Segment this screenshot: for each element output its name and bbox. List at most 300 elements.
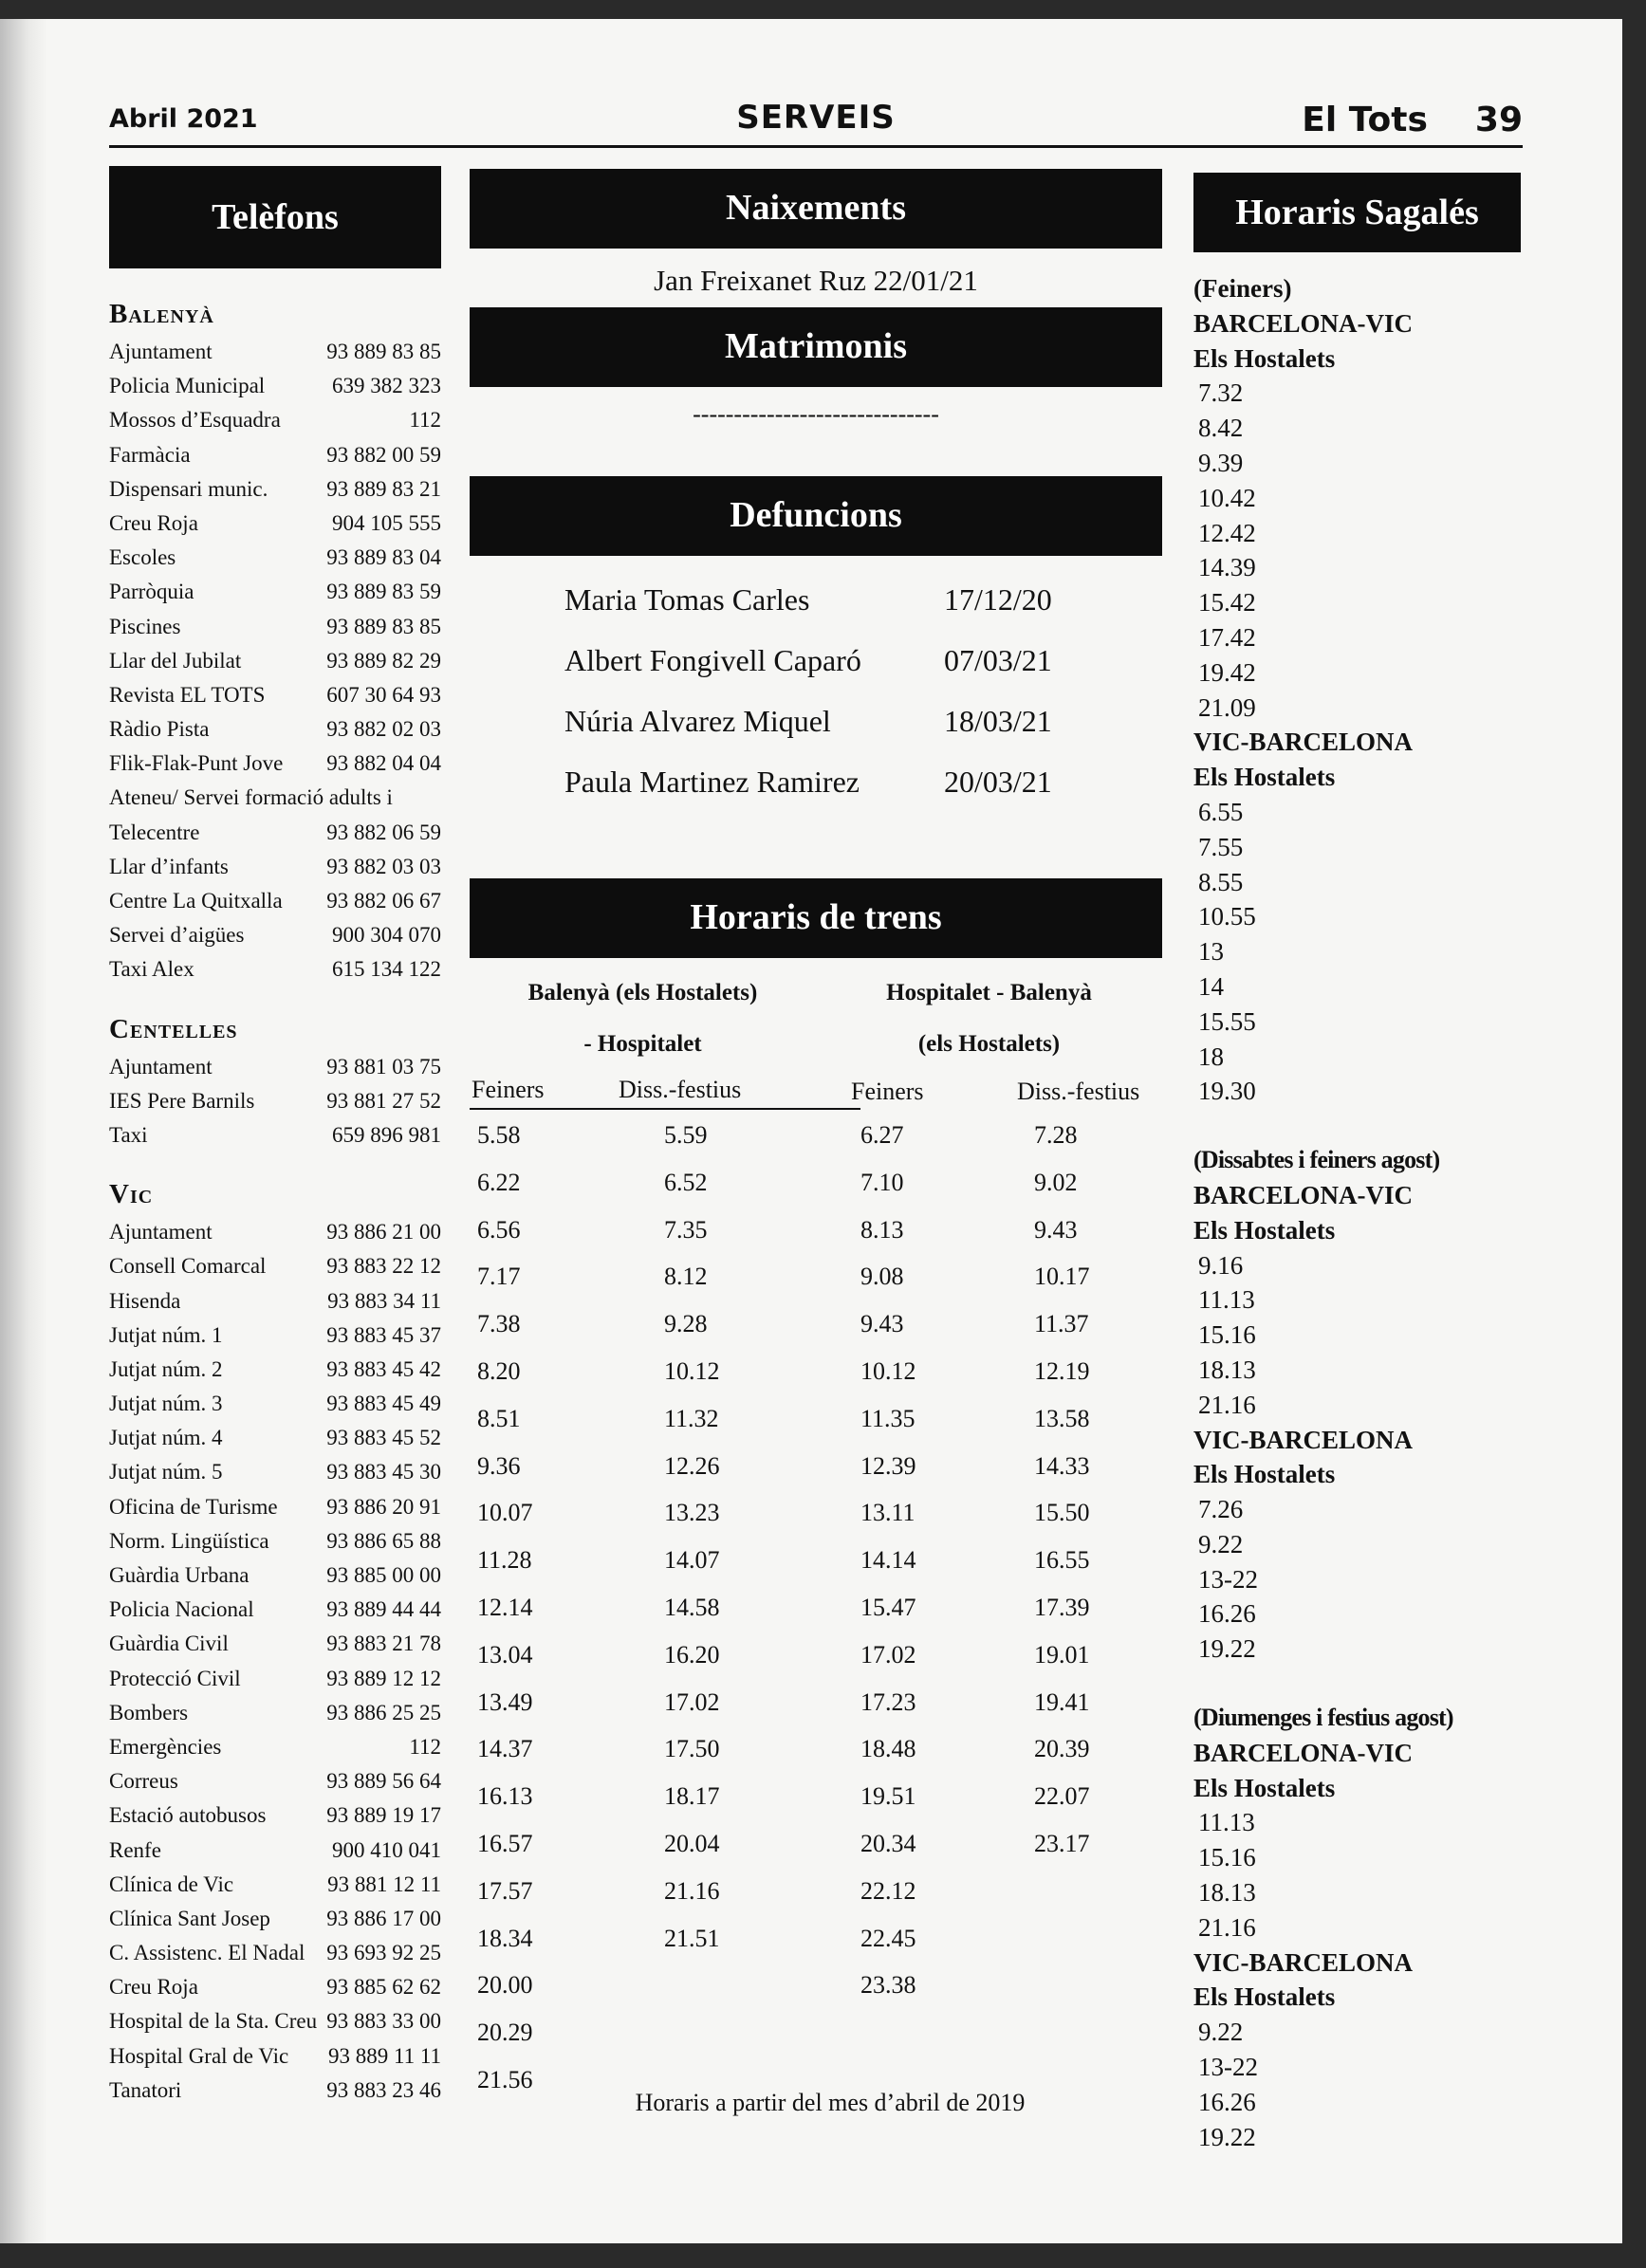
phone-entry [109,1050,441,1084]
train-time-cell: 5.59 [664,1121,708,1149]
phone-entry-name: Farmàcia [109,442,191,467]
train-time-cell: 19.41 [1034,1687,1090,1716]
phone-entry [109,1834,441,1868]
sagales-time: 8.55 [1198,867,1244,896]
train-row [470,1771,1162,1818]
phone-entry-number: 93 886 20 91 [326,1494,441,1519]
sagales-time: 7.32 [1198,378,1244,408]
sagales-time: 17.42 [1198,622,1256,652]
phone-entry-number: 93 885 62 62 [326,1975,441,2000]
train-time-cell: 20.04 [664,1829,720,1857]
phone-entry-number: 93 883 21 78 [326,1632,441,1656]
phone-entry-number: 93 889 83 21 [326,476,441,501]
phone-entry [109,884,441,918]
phone-entry-number: 93 883 45 42 [326,1356,441,1381]
phone-entry-name: Parròquia [109,580,194,604]
naixements-entry: Jan Freixanet Ruz 22/01/21 [654,264,978,297]
sagales-time: 19.22 [1198,1634,1256,1664]
sagales-stop: Els Hostalets [1193,343,1336,373]
train-time-cell: 17.50 [664,1735,720,1763]
sagales-time: 19.22 [1198,2122,1256,2151]
sagales-time: 14.39 [1198,553,1256,582]
train-time-cell: 17.39 [1034,1593,1090,1621]
sagales-title: Horaris Sagalés [1193,173,1521,252]
train-row [470,1393,1162,1441]
phone-entry [109,2074,441,2108]
phone-entry-name: Estació autobusos [109,1803,267,1828]
train-row [470,1346,1162,1393]
phone-entry [109,507,441,541]
phone-entry [109,1696,441,1730]
sagales-stop: Els Hostalets [1193,1460,1336,1489]
phone-entry-name: Consell Comarcal [109,1254,267,1279]
sagales-time: 21.16 [1198,1390,1256,1419]
train-time-cell: 17.02 [664,1687,720,1716]
train-time-cell: 14.07 [664,1546,720,1575]
train-time-cell: 6.27 [860,1121,904,1149]
phone-entry-name: Emergències [109,1734,222,1759]
page-header [109,99,1523,148]
phone-entry [109,918,441,952]
train-time-cell: 11.37 [1034,1310,1089,1338]
phone-entry-name: Tanatori [109,2077,182,2102]
phone-group-title: Balenyà [109,299,214,329]
train-time-cell: 10.17 [1034,1263,1090,1291]
train-time-cell: 18.48 [860,1735,916,1763]
page-number: 39 [1474,101,1523,139]
phone-entry-number: 93 883 23 46 [326,2077,441,2102]
sagales-time: 13 [1198,937,1224,967]
phone-entry-number: 900 304 070 [332,923,441,948]
train-row [470,1110,1162,1157]
phone-entry [109,1353,441,1387]
sagales-time: 9.22 [1198,2018,1244,2047]
train-time-cell: 8.13 [860,1215,904,1244]
phone-entry-name: Policia Nacional [109,1597,254,1622]
phone-entry-number: 93 889 83 04 [326,545,441,570]
train-time-cell: 16.20 [664,1640,720,1669]
defuncio-entry [470,582,1162,643]
phone-entry-name: Dispensari munic. [109,476,268,501]
sagales-schedule [1193,271,1521,2154]
sagales-time: 11.13 [1198,1808,1255,1837]
train-time-cell: 13.23 [664,1499,720,1527]
sagales-route: VIC-BARCELONA [1193,728,1414,757]
defuncions-list [470,582,1162,825]
phone-entry-number: 112 [409,408,441,433]
train-row [470,1205,1162,1252]
sagales-time: 15.55 [1198,1006,1256,1036]
phone-entry-name: Llar d’infants [109,854,229,878]
phone-entry-name: Servei d’aigües [109,923,245,948]
phone-entry-name: Oficina de Turisme [109,1494,278,1519]
route-balenya-hospitalet [470,968,816,1070]
trens-routes [470,968,1162,1072]
trens-table-body [470,1110,1162,2102]
phone-entry [109,2004,441,2038]
phone-entry-name: Ajuntament [109,1220,213,1245]
defuncio-name: Paula Martinez Ramirez [564,765,860,799]
phone-entry [109,575,441,609]
train-time-cell: 17.57 [477,1876,533,1905]
header-publication [1302,101,1523,139]
phone-entry-name: Norm. Lingüística [109,1528,269,1553]
phone-entry-name: Flik-Flak-Punt Jove [109,751,284,776]
phone-entry-number: 93 886 25 25 [326,1700,441,1724]
phone-entry-number: 93 889 83 85 [326,614,441,638]
train-time-cell: 9.02 [1034,1168,1078,1196]
train-time-cell: 13.49 [477,1687,533,1716]
train-time-cell: 14.37 [477,1735,533,1763]
phone-entry-name: Jutjat núm. 3 [109,1392,223,1416]
sagales-time: 18.13 [1198,1878,1256,1908]
phone-entry [109,1084,441,1118]
train-time-cell: 7.28 [1034,1121,1078,1149]
train-time-cell: 14.33 [1034,1451,1090,1480]
phone-entry-number: 93 886 17 00 [326,1906,441,1930]
phone-entry-name: Guàrdia Urbana [109,1563,250,1587]
route1-line1: Balenyà (els Hostalets) [527,980,758,1005]
phone-entry-name: Telecentre [109,820,200,844]
train-time-cell: 11.28 [477,1546,532,1575]
phone-entry [109,1284,441,1318]
train-time-cell: 12.19 [1034,1356,1090,1385]
col-header-diss-festius-1: Diss.-festius [619,1076,742,1103]
train-time-cell: 15.50 [1034,1499,1090,1527]
phone-entry-number: 93 882 03 03 [326,854,441,878]
train-time-cell: 10.07 [477,1499,533,1527]
sagales-condition: (Diumenges i festius agost) [1193,1704,1453,1732]
sagales-time: 13-22 [1198,1564,1258,1594]
phone-entry-number: 93 889 19 17 [326,1803,441,1828]
train-time-cell: 8.51 [477,1404,521,1432]
phone-entry [109,1455,441,1489]
train-time-cell: 10.12 [664,1356,720,1385]
train-time-cell: 18.17 [664,1782,720,1811]
trens-column-headers [470,1072,860,1110]
phone-entry [109,2039,441,2074]
phone-entry-number: 93 889 12 12 [326,1666,441,1690]
train-time-cell: 5.58 [477,1121,521,1149]
train-time-cell: 9.28 [664,1310,708,1338]
sagales-time: 7.55 [1198,832,1244,861]
sagales-route: VIC-BARCELONA [1193,1947,1414,1977]
col-headers-right [851,1074,1159,1110]
defuncio-date: 07/03/21 [944,643,1052,677]
phone-entry [109,1798,441,1833]
sagales-time: 11.13 [1198,1285,1255,1315]
phone-entry-name: Escoles [109,545,176,570]
phone-entry [109,1490,441,1524]
sagales-time: 14 [1198,971,1224,1001]
train-time-cell: 16.13 [477,1782,533,1811]
defuncio-date: 20/03/21 [944,765,1052,799]
train-row [470,1677,1162,1724]
train-time-cell: 13.04 [477,1640,533,1669]
phone-entry [109,781,441,815]
route1-line2: - Hospitalet [583,1031,702,1057]
sagales-time: 9.39 [1198,448,1244,477]
train-time-cell: 12.39 [860,1451,916,1480]
phone-entry-name: Revista EL TOTS [109,682,266,707]
phone-entry-name: Guàrdia Civil [109,1632,229,1656]
train-time-cell: 9.36 [477,1451,521,1480]
phone-entry-number: 93 883 45 49 [326,1392,441,1416]
train-time-cell: 22.07 [1034,1782,1090,1811]
phone-entry-name: Jutjat núm. 1 [109,1322,223,1347]
sagales-time: 10.55 [1198,902,1256,931]
phone-entry-name: Clínica de Vic [109,1872,234,1896]
train-row [470,1960,1162,2007]
train-time-cell: 11.35 [860,1404,915,1432]
train-time-cell: 16.57 [477,1829,533,1857]
sagales-route: BARCELONA-VIC [1193,308,1414,338]
phone-entry-name: C. Assistenc. El Nadal [109,1941,305,1965]
sagales-time: 6.55 [1198,797,1244,826]
route2-line1: Hospitalet - Balenyà [886,980,1092,1005]
phone-entry [109,1387,441,1421]
train-time-cell: 11.32 [664,1404,719,1432]
sagales-condition: (Dissabtes i feiners agost) [1193,1146,1440,1174]
phone-entry [109,850,441,884]
train-time-cell: 9.43 [1034,1215,1078,1244]
phone-group-title: Centelles [109,1013,238,1044]
sagales-time: 13-22 [1198,2053,1258,2082]
train-time-cell: 9.08 [860,1263,904,1291]
sagales-time: 18.13 [1198,1355,1256,1384]
phone-entry-name: Ajuntament [109,340,213,363]
sagales-route: BARCELONA-VIC [1193,1180,1414,1209]
phone-entry [109,1868,441,1902]
train-row [470,1913,1162,1961]
train-time-cell: 10.12 [860,1356,916,1385]
telefons-title: Telèfons [109,166,441,268]
train-time-cell: 14.58 [664,1593,720,1621]
phone-entry [109,541,441,575]
sagales-time: 15.16 [1198,1843,1256,1872]
middle-column [470,169,1162,2117]
phone-entry-name: Correus [109,1769,178,1794]
phone-entry-number: 93 889 44 44 [326,1597,441,1622]
phone-entry-number: 93 883 34 11 [327,1288,441,1313]
sagales-condition: (Feiners) [1193,274,1292,303]
phone-entry-name: Centre La Quitxalla [109,889,283,913]
col-header-diss-festius-2: Diss.-festius [1017,1078,1140,1105]
train-row [470,1582,1162,1630]
sagales-time: 19.42 [1198,657,1256,687]
phone-entry-number: 93 881 27 52 [326,1088,441,1113]
phone-entry [109,644,441,678]
phone-entry-name: Ateneu/ Servei formació adults i [109,785,393,810]
phone-entry-number: 659 896 981 [332,1122,441,1147]
phone-entry-name: Jutjat núm. 4 [109,1426,223,1450]
train-time-cell: 14.14 [860,1546,916,1575]
defuncio-name: Núria Alvarez Miquel [564,704,831,738]
phone-entry-number: 93 693 92 25 [326,1941,441,1965]
defuncio-entry [470,765,1162,825]
phone-entry-number: 639 382 323 [332,374,441,398]
phone-entry [109,1936,441,1970]
phone-entry-number: 93 882 00 59 [326,442,441,467]
phone-entry-name: Hospital Gral de Vic [109,2043,289,2068]
sagales-time: 16.26 [1198,1599,1256,1629]
phone-entry-number: 904 105 555 [332,510,441,535]
phone-entry [109,472,441,507]
train-time-cell: 17.02 [860,1640,916,1669]
phone-entry-name: Jutjat núm. 5 [109,1460,223,1484]
phone-entry-name: Hisenda [109,1288,181,1313]
train-time-cell: 21.56 [477,2065,533,2093]
phone-entry-number: 93 883 45 30 [326,1460,441,1484]
route2-line2: (els Hostalets) [917,1031,1061,1057]
sagales-time: 18 [1198,1042,1224,1071]
train-time-cell: 9.43 [860,1310,904,1338]
col-header-feiners-2: Feiners [851,1078,924,1105]
phone-entry-number: 93 883 22 12 [326,1254,441,1279]
phone-entry-number: 93 882 06 67 [326,889,441,913]
train-time-cell: 6.56 [477,1215,521,1244]
phone-entry-number: 93 883 33 00 [326,2009,441,2034]
train-row [470,1487,1162,1535]
trens-footnote: Horaris a partir del mes d’abril de 2019 [635,2088,1026,2116]
phone-entry [109,1118,441,1152]
sagales-column [1193,173,1521,2154]
phone-entry [109,335,441,369]
col-header-feiners-1: Feiners [472,1076,545,1103]
phone-entry [109,816,441,850]
header-date: Abril 2021 [109,104,258,134]
train-time-cell: 7.35 [664,1215,708,1244]
train-row [470,1818,1162,1866]
sagales-stop: Els Hostalets [1193,1982,1336,2012]
sagales-time: 9.16 [1198,1250,1244,1280]
phone-entry [109,952,441,986]
phone-entry-number: 607 30 64 93 [326,682,441,707]
phone-entry-name: Creu Roja [109,510,198,535]
train-row [470,1441,1162,1488]
phone-entry-name: Policia Municipal [109,374,266,398]
phone-entry-number: 93 882 02 03 [326,717,441,742]
sagales-time: 9.22 [1198,1529,1244,1558]
sagales-time: 16.26 [1198,2087,1256,2116]
phone-group-title: Vic [109,1179,154,1210]
train-time-cell: 21.16 [664,1876,720,1905]
phone-entry-name: Piscines [109,614,181,638]
phone-entry [109,438,441,472]
block-spacer [1193,1109,1521,1143]
phone-entry-name: Renfe [109,1837,161,1862]
train-time-cell: 17.23 [860,1687,916,1716]
phone-entry-number: 112 [409,1734,441,1759]
train-time-cell: 8.12 [664,1263,708,1291]
route-hospitalet-balenya [816,968,1162,1070]
train-row [470,1251,1162,1299]
phone-entry-name: Creu Roja [109,1975,198,2000]
phone-entry [109,1764,441,1798]
trens-title: Horaris de trens [470,878,1162,958]
phone-entry [109,1730,441,1764]
sagales-stop: Els Hostalets [1193,763,1336,792]
phone-entry-number: 93 886 65 88 [326,1528,441,1553]
phone-entry [109,712,441,747]
phone-entry [109,1593,441,1627]
phone-entry-number: 93 889 83 85 [326,340,441,363]
defuncio-name: Maria Tomas Carles [564,582,810,617]
defuncio-date: 18/03/21 [944,704,1052,738]
train-time-cell: 12.14 [477,1593,533,1621]
phone-entry [109,1627,441,1661]
train-time-cell: 21.51 [664,1924,720,1952]
train-time-cell: 23.38 [860,1971,916,2000]
block-spacer [1193,1667,1521,1701]
sagales-time: 15.16 [1198,1320,1256,1350]
phone-entry [109,1524,441,1558]
train-time-cell: 20.39 [1034,1735,1090,1763]
sagales-stop: Els Hostalets [1193,1773,1336,1802]
phone-entry-number: 93 889 11 11 [327,2043,441,2068]
phone-entry-number: 93 881 03 75 [326,1054,441,1079]
phone-entry [109,1970,441,2004]
train-row [470,1157,1162,1205]
phone-entry-name: Clínica Sant Josep [109,1906,270,1930]
train-time-cell: 7.10 [860,1168,904,1196]
phone-entry-number: 615 134 122 [332,957,441,982]
phone-entry-name: Ajuntament [109,1054,213,1079]
train-time-cell: 18.34 [477,1924,533,1952]
defuncio-entry [470,643,1162,704]
phone-entry-name: Taxi [109,1122,148,1147]
phone-entry-number: 93 882 06 59 [326,820,441,844]
phone-entry-name: Bombers [109,1700,189,1724]
phone-entry-number: 93 882 04 04 [326,751,441,776]
train-time-cell: 6.52 [664,1168,708,1196]
phone-entry-number: 93 883 45 37 [326,1322,441,1347]
phone-entry-name: Hospital de la Sta. Creu [109,2009,318,2034]
phone-entry-number: 93 889 82 29 [326,648,441,673]
sagales-route: VIC-BARCELONA [1193,1425,1414,1454]
matrimonis-title: Matrimonis [470,307,1162,387]
train-row [470,1724,1162,1771]
page-spine [0,19,47,2243]
phone-entry-number: 93 889 83 59 [326,580,441,604]
defuncions-title: Defuncions [470,476,1162,556]
sagales-time: 21.09 [1198,692,1256,722]
train-row [470,1630,1162,1677]
phone-entry-number: 93 881 12 11 [327,1872,441,1896]
phone-entry-name: Jutjat núm. 2 [109,1356,223,1381]
sagales-time: 12.42 [1198,518,1256,547]
train-time-cell: 23.17 [1034,1829,1090,1857]
train-time-cell: 19.01 [1034,1640,1090,1669]
phone-entry [109,678,441,712]
sagales-time: 15.42 [1198,588,1256,618]
train-row [470,2055,1162,2102]
phone-entry-name: IES Pere Barnils [109,1088,255,1113]
phone-entry-name: Mossos d’Esquadra [109,408,281,433]
phone-entry [109,1902,441,1936]
defuncio-date: 17/12/20 [944,582,1052,617]
train-time-cell: 20.00 [477,1971,533,2000]
train-time-cell: 6.22 [477,1168,521,1196]
phone-entry-name: Protecció Civil [109,1666,241,1690]
publication-name: El Tots [1302,101,1428,139]
phone-entry-number: 93 885 00 00 [326,1563,441,1587]
phone-entry-name: Llar del Jubilat [109,648,242,673]
phone-entry [109,1249,441,1283]
naixements-title: Naixements [470,169,1162,249]
train-time-cell: 20.34 [860,1829,916,1857]
phone-entry-name: Taxi Alex [109,957,194,982]
